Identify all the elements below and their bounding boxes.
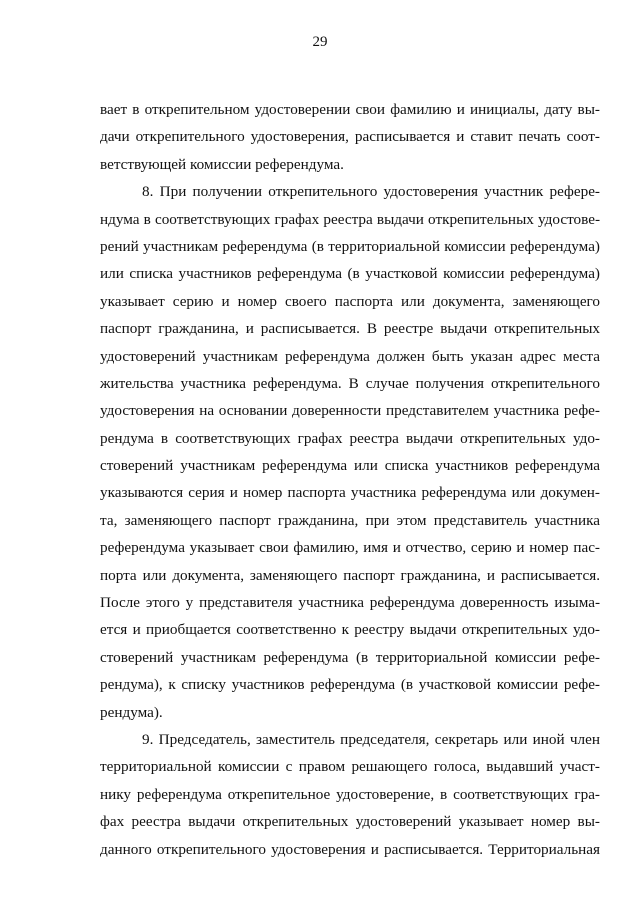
text-line: референдума указывает свои фамилию, имя и отчество, серию и номер пас- [100,539,600,557]
text-line: рений участникам референдума (в территориальной комиссии референдума) [100,237,600,255]
text-line: та, заменяющего паспорт гражданина, при этом представитель участника [100,511,600,529]
text-line: рендума в соответствующих графах реестра выдачи открепительных удо- [100,429,600,447]
text-line: дачи открепительного удостоверения, расписывается и ставит печать соот- [100,128,600,146]
text-line: После этого у представителя участника референдума доверенность изыма- [100,594,600,612]
text-line: нику референдума открепительное удостоверение, в соответствующих гра- [100,785,600,803]
text-line: территориальной комиссии с правом решающего голоса, выдавший участ- [100,758,600,776]
text-line: указываются серия и номер паспорта участника референдума или докумен- [100,484,600,502]
text-line: 8. При получении открепительного удостоверения участник рефере- [142,183,600,201]
text-line: фах реестра выдачи открепительных удостоверений указывает номер вы- [100,813,600,831]
paragraph-8 [100,178,600,726]
text-line: данного открепительного удостоверения и расписывается. Территориальная [100,840,600,858]
text-line: рендума). [100,703,163,721]
text-line: удостоверения на основании доверенности представителем участника рефе- [100,402,600,420]
text-line: ется и приобщается соответственно к реестру выдачи открепительных удо- [100,621,600,639]
page-number: 29 [312,34,328,50]
paragraph-continuation [100,96,600,178]
text-line: жительства участника референдума. В случае получения открепительного [100,374,600,392]
text-line: удостоверений участникам референдума должен быть указан адрес места [100,347,600,365]
text-line: стоверений участникам референдума (в территориальной комиссии рефе- [100,648,600,666]
text-line: рендума), к списку участников референдума (в участковой комиссии рефе- [100,676,600,694]
text-line: порта или документа, заменяющего паспорт гражданина, и расписывается. [100,566,600,584]
document-body [100,96,600,863]
text-line: паспорт гражданина, и расписывается. В реестре выдачи открепительных [100,320,600,338]
text-line: или списка участников референдума (в участковой комиссии референдума) [100,265,600,283]
text-line: 9. Председатель, заместитель председателя, секретарь или иной член [142,730,600,748]
text-line: вает в открепительном удостоверении свои фамилию и инициалы, дату вы- [100,101,600,118]
text-line: указывает серию и номер своего паспорта или документа, заменяющего [100,292,600,310]
text-line: ндума в соответствующих графах реестра выдачи открепительных удостове- [100,210,600,228]
text-line: стоверений участникам референдума или списка участников референдума [100,457,600,475]
paragraph-9 [100,726,600,863]
text-line: ветствующей комиссии референдума. [100,155,344,173]
